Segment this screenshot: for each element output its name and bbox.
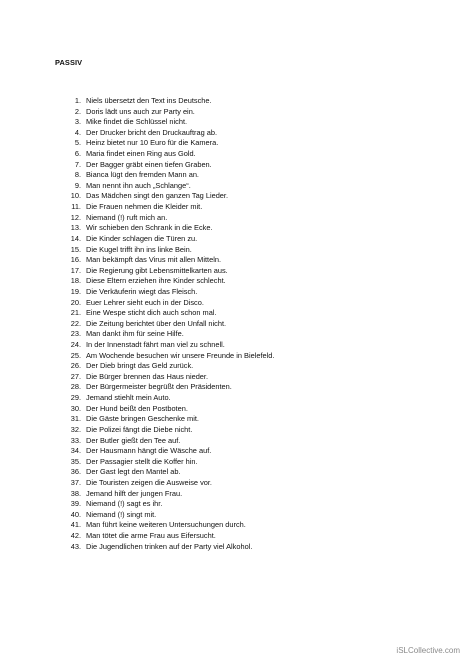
sentence-number: 6.: [74, 149, 81, 159]
sentence-text: Man tötet die arme Frau aus Eifersucht.: [86, 530, 216, 540]
sentence-number: 4.: [74, 127, 81, 137]
sentence-number: 24.: [70, 340, 81, 350]
sentence-number: 20.: [70, 297, 81, 307]
sentence-number: 10.: [70, 191, 81, 201]
sentence-text: In der Innenstadt fährt man viel zu schnell.: [86, 340, 225, 350]
sentence-number: 19.: [70, 286, 81, 296]
sentence-item: [60, 245, 460, 256]
sentence-item: [60, 489, 460, 500]
sentence-text: Mike findet die Schlüssel nicht.: [86, 117, 188, 127]
sentence-text: Der Hausmann hängt die Wäsche auf.: [86, 446, 212, 456]
sentence-number: 41.: [70, 520, 81, 530]
sentence-item: [60, 117, 460, 128]
sentence-number: 22.: [70, 318, 81, 328]
sentence-item: [60, 414, 460, 425]
sentence-item: [60, 160, 460, 171]
sentence-item: [60, 149, 460, 160]
sentence-text: Diese Eltern erziehen ihre Kinder schlecht.: [86, 276, 226, 286]
sentence-text: Der Hund beißt den Postboten.: [86, 403, 188, 413]
sentence-item: [60, 96, 460, 107]
sentence-item: [60, 138, 460, 149]
sentence-number: 39.: [70, 499, 81, 509]
sentence-number: 1.: [74, 96, 81, 105]
sentence-text: Der Bagger gräbt einen tiefen Graben.: [86, 159, 212, 169]
sentence-text: Man dankt ihm für seine Hilfe.: [86, 329, 184, 339]
sentence-number: 14.: [70, 233, 81, 243]
sentence-item: [60, 436, 460, 447]
sentence-number: 27.: [70, 371, 81, 381]
sentence-number: 36.: [70, 467, 81, 477]
sentence-text: Euer Lehrer sieht euch in der Disco.: [86, 297, 204, 307]
sentence-item: [60, 425, 460, 436]
sentence-number: 40.: [70, 509, 81, 519]
sentence-number: 25.: [70, 350, 81, 360]
sentence-item: [60, 467, 460, 478]
sentence-text: Die Verkäuferin wiegt das Fleisch.: [86, 286, 198, 296]
sentence-list: [60, 96, 460, 552]
sentence-item: [60, 234, 460, 245]
sentence-text: Die Zeitung berichtet über den Unfall nicht.: [86, 318, 227, 328]
sentence-item: [60, 542, 460, 553]
sentence-item: [60, 499, 460, 510]
sentence-text: Bianca lügt den fremden Mann an.: [86, 170, 199, 180]
sentence-text: Das Mädchen singt den ganzen Tag Lieder.: [86, 191, 229, 201]
sentence-text: Jemand stiehlt mein Auto.: [86, 393, 171, 403]
sentence-item: [60, 340, 460, 351]
sentence-number: 5.: [74, 138, 81, 148]
sentence-item: [60, 213, 460, 224]
sentence-number: 3.: [74, 117, 81, 127]
sentence-item: [60, 520, 460, 531]
sentence-text: Der Dieb bringt das Geld zurück.: [86, 361, 194, 371]
sentence-text: Man nennt ihn auch „Schlange“.: [86, 180, 191, 190]
sentence-number: 18.: [70, 276, 81, 286]
sentence-item: [60, 287, 460, 298]
sentence-item: [60, 351, 460, 362]
sentence-item: [60, 170, 460, 181]
sentence-number: 43.: [70, 541, 81, 551]
sentence-text: Die Kugel trifft ihn ins linke Bein.: [86, 244, 192, 254]
sentence-text: Jemand hilft der jungen Frau.: [86, 488, 183, 498]
sentence-item: [60, 255, 460, 266]
sentence-item: [60, 128, 460, 139]
sentence-number: 29.: [70, 393, 81, 403]
sentence-number: 38.: [70, 488, 81, 498]
sentence-text: Niemand (!) ruft mich an.: [86, 212, 168, 222]
sentence-text: Eine Wespe sticht dich auch schon mal.: [86, 308, 217, 318]
sentence-item: [60, 308, 460, 319]
sentence-item: [60, 298, 460, 309]
sentence-text: Niemand (!) singt mit.: [86, 509, 157, 519]
sentence-number: 11.: [71, 202, 81, 212]
sentence-item: [60, 107, 460, 118]
sentence-number: 16.: [70, 255, 81, 265]
sentence-number: 21.: [70, 308, 81, 318]
sentence-number: 26.: [70, 361, 81, 371]
sentence-text: Die Bürger brennen das Haus nieder.: [86, 371, 209, 381]
sentence-number: 32.: [70, 424, 81, 434]
sentence-number: 28.: [70, 382, 81, 392]
sentence-text: Die Frauen nehmen die Kleider mit.: [86, 202, 203, 212]
sentence-number: 30.: [70, 403, 81, 413]
sentence-text: Niemand (!) sagt es ihr.: [86, 499, 163, 509]
sentence-text: Man führt keine weiteren Untersuchungen durch.: [86, 520, 246, 530]
sentence-number: 33.: [70, 435, 81, 445]
sentence-text: Der Passagier stellt die Koffer hin.: [86, 456, 198, 466]
sentence-text: Heinz bietet nur 10 Euro für die Kamera.: [86, 138, 219, 148]
sentence-item: [60, 446, 460, 457]
sentence-text: Die Jugendlichen trinken auf der Party viel Alkohol.: [86, 541, 253, 551]
sentence-item: [60, 319, 460, 330]
sentence-text: Die Gäste bringen Geschenke mit.: [86, 414, 199, 424]
sentence-item: [60, 329, 460, 340]
sentence-item: [60, 181, 460, 192]
sentence-item: [60, 191, 460, 202]
sentence-number: 42.: [70, 530, 81, 540]
sentence-text: Der Bürgermeister begrüßt den Präsidenten.: [86, 382, 232, 392]
sentence-item: [60, 393, 460, 404]
sentence-text: Die Kinder schlagen die Türen zu.: [86, 233, 198, 243]
sentence-item: [60, 457, 460, 468]
sentence-text: Der Drucker bricht den Druckauftrag ab.: [86, 127, 218, 137]
sentence-number: 13.: [70, 223, 81, 233]
sentence-text: Die Regierung gibt Lebensmittelkarten aus.: [86, 265, 228, 275]
sentence-item: [60, 510, 460, 521]
sentence-number: 34.: [70, 446, 81, 456]
sentence-text: Die Touristen zeigen die Ausweise vor.: [86, 477, 212, 487]
sentence-item: [60, 202, 460, 213]
sentence-number: 12.: [70, 212, 81, 222]
sentence-number: 35.: [70, 456, 81, 466]
sentence-item: [60, 266, 460, 277]
sentence-number: 15.: [70, 244, 81, 254]
sentence-text: Maria findet einen Ring aus Gold.: [86, 149, 196, 159]
sentence-item: [60, 223, 460, 234]
sentence-number: 9.: [74, 180, 81, 190]
sentence-text: Der Gast legt den Mantel ab.: [86, 467, 181, 477]
sentence-text: Niels übersetzt den Text ins Deutsche.: [86, 96, 212, 105]
sentence-text: Man bekämpft das Virus mit allen Mitteln.: [86, 255, 222, 265]
page-title: PASSIV: [55, 58, 83, 67]
sentence-number: 37.: [70, 477, 81, 487]
sentence-number: 8.: [74, 170, 81, 180]
watermark: iSLCollective.com: [396, 646, 460, 655]
sentence-item: [60, 404, 460, 415]
sentence-item: [60, 361, 460, 372]
sentence-text: Die Polizei fängt die Diebe nicht.: [86, 424, 193, 434]
sentence-item: [60, 372, 460, 383]
sentence-number: 7.: [74, 159, 81, 169]
sentence-item: [60, 276, 460, 287]
sentence-item: [60, 531, 460, 542]
sentence-number: 23.: [70, 329, 81, 339]
sentence-text: Der Butler gießt den Tee auf.: [86, 435, 181, 445]
sentence-number: 2.: [74, 106, 81, 116]
sentence-text: Doris lädt uns auch zur Party ein.: [86, 106, 195, 116]
sentence-text: Wir schieben den Schrank in die Ecke.: [86, 223, 213, 233]
sentence-item: [60, 478, 460, 489]
sentence-number: 31.: [70, 414, 81, 424]
sentence-text: Am Wochende besuchen wir unsere Freunde in Bielefeld.: [86, 350, 275, 360]
sentence-item: [60, 382, 460, 393]
sentence-number: 17.: [70, 265, 81, 275]
